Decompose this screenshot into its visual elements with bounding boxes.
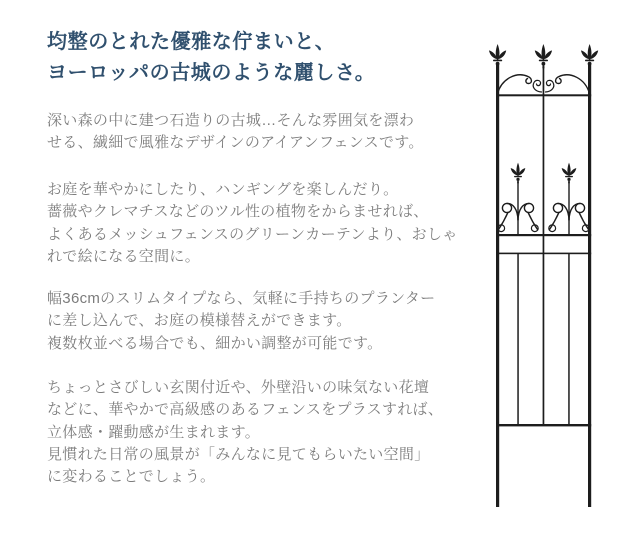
body-line: お庭を華やかにしたり、ハンギングを楽しんだり。 (47, 181, 399, 198)
scrollwork-middle-left (498, 181, 538, 235)
fence-mid-rail-lower (496, 253, 591, 255)
body-line: 複数枚並べる場合でも、細かい調整が可能です。 (47, 334, 383, 352)
fence-center-bar (543, 65, 545, 425)
description-paragraph (47, 110, 424, 155)
body-line: 深い森の中に建つ石造りの古城…そんな雰囲気を漂わ (47, 112, 415, 129)
description-paragraph (47, 288, 435, 355)
description-paragraph (47, 377, 443, 488)
iron-fence-image (465, 25, 630, 515)
fleur-de-lis-finial-icon (489, 44, 506, 70)
body-line: せる、繊細で風雅なデザインのアイアンフェンスです。 (47, 134, 424, 152)
fleur-de-lis-finial-icon (562, 163, 577, 185)
fleur-de-lis-finial-icon (511, 163, 526, 185)
fleur-de-lis-finial-icon (535, 44, 552, 70)
fence-left-post (496, 65, 499, 507)
body-line: れで絵になる空間に。 (47, 247, 201, 265)
page-title (47, 27, 375, 89)
fence-inner-bar (517, 253, 519, 425)
fence-mid-rail-upper (496, 234, 591, 236)
scrollwork-middle-right (549, 181, 589, 235)
heading-line: ヨーロッパの古城のような麗しさ。 (47, 62, 376, 84)
body-line: に変わることでしょう。 (47, 468, 216, 486)
fence-inner-bar (568, 253, 570, 425)
fence-bottom-rail (496, 424, 591, 426)
fleur-de-lis-finial-icon (581, 44, 598, 70)
body-line: 薔薇やクレマチスなどのツル性の植物をからませれば、 (47, 203, 429, 221)
iron-fence-graphic (465, 25, 630, 515)
body-line: ちょっとさびしい玄関付近や、外壁沿いの味気ない花壇 (47, 379, 430, 396)
scrollwork-top-left (498, 75, 542, 94)
body-line: 幅36cmのスリムタイプなら、気軽に手持ちのプランター (47, 290, 436, 307)
body-line: に差し込んで、お庭の模様替えができます。 (47, 312, 352, 330)
body-line: 立体感・躍動感が生まれます。 (47, 423, 261, 441)
body-line: 見慣れた日常の風景が「みんなに見てもらいたい空間」 (47, 445, 430, 463)
fence-right-post (588, 65, 591, 507)
scrollwork-top-right (546, 75, 590, 94)
heading-line: 均整のとれた優雅な佇まいと、 (47, 31, 336, 53)
description-paragraph (47, 179, 458, 268)
body-line: などに、華やかで高級感のあるフェンスをプラスすれば、 (47, 401, 444, 419)
fence-top-rail (496, 94, 591, 96)
body-line: よくあるメッシュフェンスのグリーンカーテンより、おしゃ (47, 225, 458, 243)
